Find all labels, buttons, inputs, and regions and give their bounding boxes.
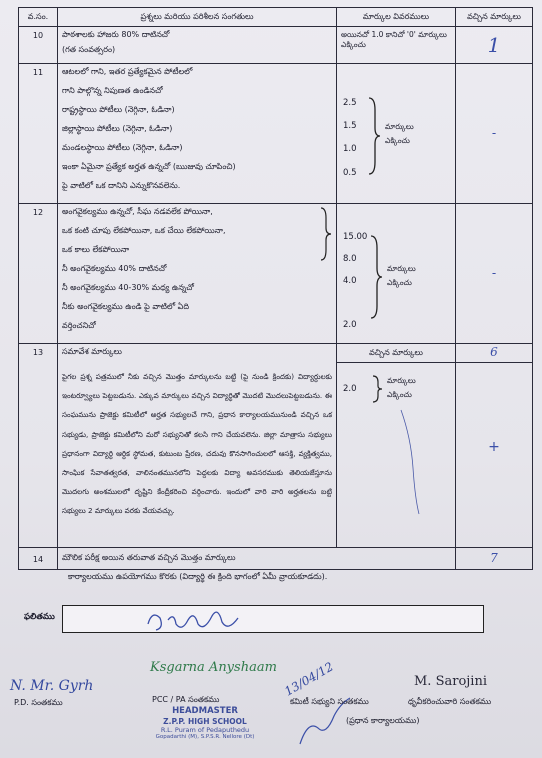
table-header <box>19 8 533 27</box>
total-label: మౌలిక పరీక్ష అయిన తరువాత వచ్చిన మొత్తం మార్కులు <box>62 553 236 563</box>
member-handwritten-date: 13/04/12 <box>282 659 336 699</box>
row-number: 14 <box>19 548 58 570</box>
question-line: రాష్ట్రస్థాయి పోటీలు (నెగ్గినా, ఓడినా) <box>62 105 175 114</box>
headmaster-stamp <box>140 706 270 741</box>
row-number: 12 <box>19 204 58 344</box>
brace-label-line: ఎక్కించు <box>387 390 412 399</box>
row-number: 11 <box>19 64 58 204</box>
question-line: జిల్లాస్థాయి పోటీలు (నెగ్గినా, ఓడినా) <box>62 124 173 133</box>
header-questions: ప్రశ్నలు మరియు పరిశీలన సంగతులు <box>58 8 337 27</box>
curly-brace <box>367 96 381 176</box>
question-line: ఆటలలో గాని, ఇతర ప్రత్యేకమైన పోటీలలో <box>62 67 193 76</box>
row-question <box>58 548 456 570</box>
result-label: ఫలితము <box>24 612 55 622</box>
question-line: నీకు అంగవైకల్యము ఉండి పై వాటిలో ఏది <box>62 302 190 311</box>
awarded-cell <box>456 204 533 344</box>
curly-brace <box>369 234 383 320</box>
curly-brace <box>371 374 383 404</box>
awarded-mark: - <box>491 126 497 141</box>
table-row-10 <box>19 27 533 64</box>
value-label: 8.0 <box>343 254 357 264</box>
awarded-cell <box>456 344 533 548</box>
value-label: 2.5 <box>343 98 357 108</box>
question-line: ఒక కంటి చూపు లేకపోయినా, ఒక చేయి లేకపోయినా, <box>62 226 226 235</box>
question-line: వర్తించనిచో <box>62 321 96 330</box>
awarded-cell <box>456 27 533 64</box>
marks-table <box>18 7 533 570</box>
result-scribble <box>142 602 262 636</box>
stamp-line: Z.P.P. HIGH SCHOOL <box>163 716 247 726</box>
value-label: 4.0 <box>343 276 357 286</box>
table-row-12 <box>19 204 533 344</box>
question-line: ఒక కాలు లేకపోయినా <box>62 245 130 254</box>
awarded-mid <box>456 438 532 457</box>
brace-label-line: మార్కులు <box>387 264 416 273</box>
stamp-line: HEADMASTER <box>172 706 238 716</box>
awarded-mark: + <box>488 439 500 455</box>
header-marks-awarded: వచ్చిన మార్కులు <box>456 8 533 27</box>
brace-label-line: మార్కులు <box>387 376 416 385</box>
value-label: 1.0 <box>343 144 357 154</box>
marks-detail <box>337 64 456 204</box>
result-box <box>62 605 484 633</box>
marks-detail <box>337 27 456 64</box>
pen-stroke <box>397 408 427 518</box>
office-use-note: కార్యాలయము ఉపయోగము కొరకు (విద్యార్థి ఈ క్రింది భాగంలో ఏమీ వ్రాయకూడదు). <box>68 572 328 581</box>
awarded-subcell <box>456 344 532 363</box>
value-label: 0.5 <box>343 168 357 178</box>
awarded-mark: 1 <box>487 32 501 57</box>
office-label: (ప్రధాన కార్యాలయము) <box>346 716 420 725</box>
pd-handwritten-signature: N. Mr. Gyrh <box>10 678 94 694</box>
marks-detail-text: అయినచో 1.0 కానిచో '0' మార్కులు ఎక్కించు <box>341 30 447 50</box>
interview-paragraph: పైగల ప్రశ్న పత్రములో నీకు వచ్చిన మొత్తం మార్కులను బట్టి (పై నుండి క్రిందకు) విద్యార్థులకు ఇంటర్వ్యూలు పెట్టబడును. ఎక్కువ మార్కులు వచ్చిన విద్యార్థితో మొదటి మొదలుపెట్టబడును. ఈ సంఘమును ప్రాజెక్టు కమిటీలో అర్హత సభ్యులచే గాని, ప్రధాన కార్యాలయమునుండి వచ్చిన ఒక సభ్యుడు, ప్రాజెక్టు కమిటీలోని మరో సభ్యునితో కలసి గాని చేయవలెను. జిల్లా మాత్రాసు సభ్యులు ప్రధానంగా విద్యార్థి ఆర్థిక స్థోమత, కుటుంబ ప్రేరణ, చదువు కొనసాగించులలో ఆసక్తి, వ్యక్తిత్వము, సాంఘిక సేవాతత్వరత, వాలినంతమునలోని పెద్దలకు విద్యా అవసరముకు తెలియజేస్తూను మొదలగు అంశములలో దృష్టిని కేంద్రీకరించి వర్గించారు. ఇందులో వారి వారి అర్హతలను బట్టి సభ్యులు 2 మార్కులు వరకు వేయవచ్చు. <box>62 372 332 516</box>
question-line: అంగవైకల్యము ఉన్నచో, సీఘ నడవలేక పోయినా, <box>62 207 213 216</box>
awarded-mark: - <box>491 266 497 281</box>
row-question <box>58 344 337 548</box>
question-line: ఇంకా ఏమైనా ప్రత్యేక అర్హత ఉన్నచో (ఋజువు చూపించి) <box>62 162 236 171</box>
verifier-handwritten-signature: M. Sarojini <box>414 674 487 689</box>
awarded-mark: 7 <box>490 551 498 566</box>
marks-subheader: వచ్చిన మార్కులు <box>337 344 455 363</box>
question-line: నీ అంగవైకల్యము 40-30% మధ్య ఉన్నచో <box>62 283 194 292</box>
question-line: పై వాటిలో ఒక దానిని ఎన్నుకొనవలెను. <box>62 181 181 190</box>
question-line: (గత సంవత్సరం) <box>62 45 116 54</box>
stamp-line: Gopadarthi (M), S.P.S.R. Nellore (Dt) <box>155 734 255 741</box>
awarded-cell <box>456 548 533 570</box>
awarded-top-mark: 6 <box>490 345 498 359</box>
question-line: పాఠశాలకు హాజరు 80% దాటినచో <box>62 30 170 39</box>
pd-signature-label: P.D. సంతకము <box>14 698 63 707</box>
header-no: వ.సం. <box>19 8 58 27</box>
pcc-signature-label: PCC / PA సంతకము <box>152 695 220 704</box>
brace-label <box>385 120 414 148</box>
row-question <box>58 204 337 344</box>
brace-label-line: ఎక్కించు <box>387 278 412 287</box>
row-number: 13 <box>19 344 58 548</box>
brace-label <box>387 262 416 290</box>
table-row-13 <box>19 344 533 548</box>
question-line: గాని పాల్గొన్న నిపుణత ఉండినచో <box>62 86 163 95</box>
question-line: మండలస్థాయి పోటీలు (నెగ్గినా, ఓడినా) <box>62 143 183 152</box>
row-question <box>58 64 337 204</box>
marks-detail <box>337 204 456 344</box>
question-line: నీ అంగవైకల్యము 40% దాటినచో <box>62 264 167 273</box>
pcc-handwritten-signature: Ksgarna Anyshaam <box>150 660 277 675</box>
curly-brace <box>320 206 332 262</box>
brace-label <box>387 374 416 402</box>
value-label: 2.0 <box>343 384 357 394</box>
marks-detail <box>337 344 456 548</box>
value-label: 1.5 <box>343 121 357 131</box>
header-marks-detail: మార్కుల వివరములు <box>337 8 456 27</box>
brace-label-line: ఎక్కించు <box>385 136 410 145</box>
table-row-14 <box>19 548 533 570</box>
section-title: సమావేశ మార్కులు <box>62 347 122 356</box>
stamp-line: R.L. Puram of Pedaputhedu <box>160 726 250 734</box>
table-row-11 <box>19 64 533 204</box>
row-question <box>58 27 337 64</box>
verifier-signature-label: ధృవీకరించువారి సంతకము <box>408 697 492 706</box>
value-label: 2.0 <box>343 320 357 330</box>
value-label: 15.00 <box>343 232 368 242</box>
awarded-cell <box>456 64 533 204</box>
row-number: 10 <box>19 27 58 64</box>
brace-label-line: మార్కులు <box>385 122 414 131</box>
member-signature-label: కమిటీ సభ్యుని సంతకము <box>290 697 369 706</box>
